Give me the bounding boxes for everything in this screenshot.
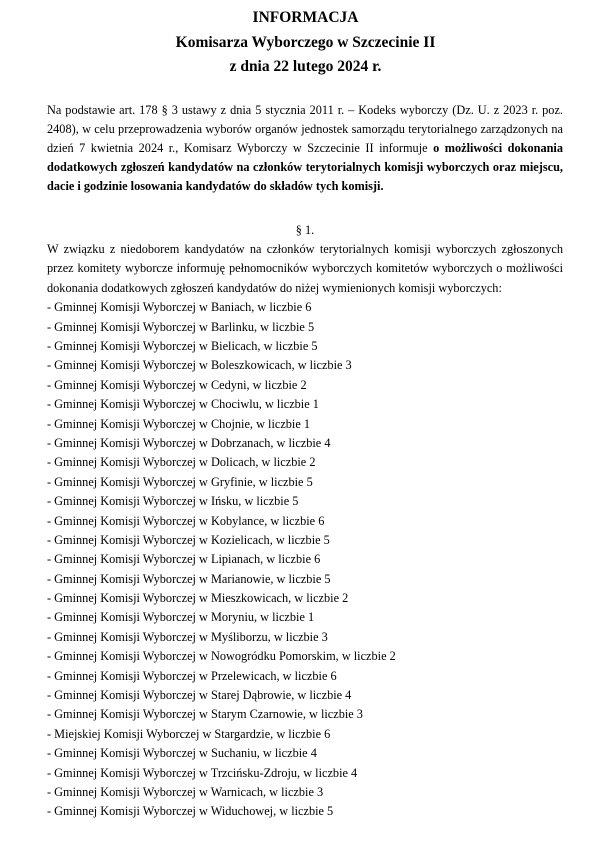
document-date: z dnia 22 lutego 2024 r. (229, 58, 382, 75)
list-item: - Gminnej Komisji Wyborczej w Warnicach, w liczbie 3 (47, 784, 324, 799)
list-item: - Miejskiej Komisji Wyborczej w Stargardzie, w liczbie 6 (47, 726, 331, 741)
list-item: - Gminnej Komisji Wyborczej w Bielicach, w liczbie 5 (47, 339, 318, 353)
list-item: - Gminnej Komisji Wyborczej w Chojnie, w liczbie 1 (47, 416, 311, 431)
list-item: - Gminnej Komisji Wyborczej w Kobylance, w liczbie 6 (47, 513, 325, 528)
intro-paragraph (47, 101, 563, 196)
list-item: - Gminnej Komisji Wyborczej w Barlinku, w liczbie 5 (47, 319, 315, 334)
commission-list (47, 298, 563, 822)
list-item: - Gminnej Komisji Wyborczej w Boleszkowicach, w liczbie 3 (47, 358, 352, 373)
list-item: - Gminnej Komisji Wyborczej w Marianowie, w liczbie 5 (47, 571, 331, 586)
list-item: - Gminnej Komisji Wyborczej w Cedyni, w liczbie 2 (47, 377, 307, 392)
intro-text: Na podstawie art. 178 § 3 ustawy z dnia 5 stycznia 2011 r. – Kodeks wyborczy (Dz. U. z 2023 r. poz. 2408), w celu przeprowadzenia wyborów organów jednostek samorządu terytorialnego zarządzonych na dzień 7 kwietnia 2024 r., Komisarz Wyborczy w Szczecinie II informuje (47, 103, 563, 155)
list-item: - Gminnej Komisji Wyborczej w Widuchowej, w liczbie 5 (47, 804, 334, 819)
section-1 (47, 221, 563, 822)
section-paragraph: W związku z niedoborem kandydatów na członków terytorialnych komisji wyborczych zgłoszonych przez komitety wyborcze informuję pełnomocników wyborczych komitetów wyborczych o możliwości dokonania dodatkowych zgłoszeń kandydatów do niżej wymienionych komisji wyborczych: (47, 242, 563, 295)
list-item: - Gminnej Komisji Wyborczej w Moryniu, w liczbie 1 (47, 610, 315, 625)
list-item: - Gminnej Komisji Wyborczej w Dolicach, w liczbie 2 (47, 455, 316, 470)
document-title: INFORMACJA (252, 9, 359, 26)
list-item: - Gminnej Komisji Wyborczej w Kozielicach, w liczbie 5 (47, 532, 330, 547)
intro-bold-text: o możliwości dokonania dodatkowych zgłoszeń kandydatów na członków terytorialnych komisji wyborczych oraz miejscu, dacie i godzinie losowania kandydatów do składów tych komisji. (47, 141, 564, 193)
list-item: - Gminnej Komisji Wyborczej w Suchaniu, w liczbie 4 (47, 746, 317, 761)
list-item: - Gminnej Komisji Wyborczej w Starej Dąbrowie, w liczbie 4 (47, 688, 352, 703)
list-item: - Gminnej Komisji Wyborczej w Dobrzanach, w liczbie 4 (47, 435, 331, 450)
document-issuer: Komisarza Wyborczego w Szczecinie II (175, 33, 436, 51)
list-item: - Gminnej Komisji Wyborczej w Baniach, w liczbie 6 (47, 300, 312, 315)
list-item: - Gminnej Komisji Wyborczej w Chociwlu, w liczbie 1 (47, 397, 319, 412)
list-item: - Gminnej Komisji Wyborczej w Lipianach, w liczbie 6 (47, 552, 321, 567)
section-sign: § 1. (295, 223, 315, 237)
list-item: - Gminnej Komisji Wyborczej w Nowogródku Pomorskim, w liczbie 2 (47, 649, 396, 664)
document-header (0, 6, 611, 80)
list-item: - Gminnej Komisji Wyborczej w Ińsku, w liczbie 5 (47, 494, 299, 509)
list-item: - Gminnej Komisji Wyborczej w Starym Czarnowie, w liczbie 3 (47, 707, 363, 722)
list-item: - Gminnej Komisji Wyborczej w Myśliborzu, w liczbie 3 (47, 629, 328, 644)
list-item: - Gminnej Komisji Wyborczej w Trzcińsku-Zdroju, w liczbie 4 (47, 765, 358, 780)
list-item: - Gminnej Komisji Wyborczej w Mieszkowicach, w liczbie 2 (47, 591, 349, 606)
list-item: - Gminnej Komisji Wyborczej w Gryfinie, w liczbie 5 (47, 474, 313, 489)
list-item: - Gminnej Komisji Wyborczej w Przelewicach, w liczbie 6 (47, 668, 337, 683)
